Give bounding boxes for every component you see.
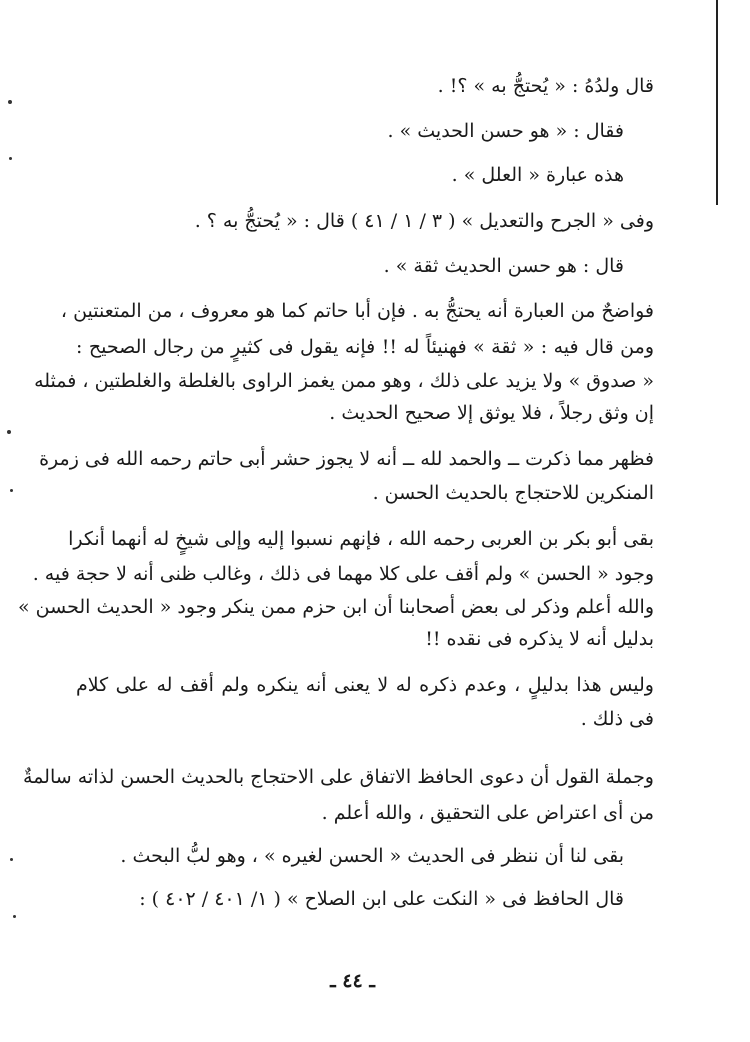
text-line: إن وثق رجلاً ، فلا يوثق إلا صحيح الحديث . [329, 402, 654, 424]
text-line: وليس هذا بدليلٍ ، وعدم ذكره له لا يعنى أنه ينكره ولم أقف له على كلام [76, 674, 654, 696]
text-line: قال : هو حسن الحديث ثقة » . [383, 255, 624, 277]
margin-speck [9, 157, 12, 160]
text-line: بقى أبو بكر بن العربى رحمه الله ، فإنهم نسبوا إليه وإلى شيخٍ له أنهما أنكرا [68, 528, 654, 550]
text-line: قال الحافظ فى « النكت على ابن الصلاح » ( ١/ ٤٠١ / ٤٠٢ ) : [139, 888, 624, 910]
text-line: وفى « الجرح والتعديل » ( ٣ / ١ / ٤١ ) قال : « يُحتجُّ به ؟ . [194, 210, 654, 232]
text-line: والله أعلم وذكر لى بعض أصحابنا أن ابن حزم ممن ينكر وجود « الحديث الحسن » [18, 596, 654, 618]
text-line: فقال : « هو حسن الحديث » . [387, 120, 624, 142]
page-number: ـ ٤٤ ـ [330, 970, 375, 992]
text-line: المنكرين للاحتجاج بالحديث الحسن . [372, 482, 654, 504]
text-line: هذه عبارة « العلل » . [451, 164, 624, 186]
margin-speck [13, 915, 16, 918]
text-line: وجملة القول أن دعوى الحافظ الاتفاق على الاحتجاج بالحديث الحسن لذاته سالمةٌ [23, 766, 654, 788]
text-line: فواضحٌ من العبارة أنه يحتجُّ به . فإن أبا حاتم كما هو معروف ، من المتعنتين ، [60, 300, 654, 322]
text-line: من أى اعتراض على التحقيق ، والله أعلم . [321, 802, 654, 824]
text-line: « صدوق » ولا يزيد على ذلك ، وهو ممن يغمز الراوى بالغلطة والغلطتين ، فمثله [34, 370, 654, 392]
text-line: وجود « الحسن » ولم أقف على كلا مهما فى ذلك ، وغالب ظنى أنه لا حجة فيه . [32, 563, 654, 585]
text-line: بقى لنا أن ننظر فى الحديث « الحسن لغيره » ، وهو لبُّ البحث . [120, 845, 624, 867]
margin-speck [10, 489, 13, 492]
text-line: فى ذلك . [580, 708, 654, 730]
margin-speck [10, 858, 13, 861]
margin-speck [8, 100, 12, 104]
text-line: ومن قال فيه : « ثقة » فهنيئاً له !! فإنه يقول فى كثيرٍ من رجال الصحيح : [76, 336, 654, 358]
text-line: قال ولدُهُ : « يُحتجُّ به » ؟! . [437, 75, 654, 97]
text-line: فظهر مما ذكرت ــ والحمد لله ــ أنه لا يجوز حشر أبى حاتم رحمه الله فى زمرة [39, 448, 654, 470]
text-line: بدليل أنه لا يذكره فى نقده !! [425, 628, 654, 650]
margin-rule [716, 0, 718, 205]
margin-speck [7, 430, 11, 434]
